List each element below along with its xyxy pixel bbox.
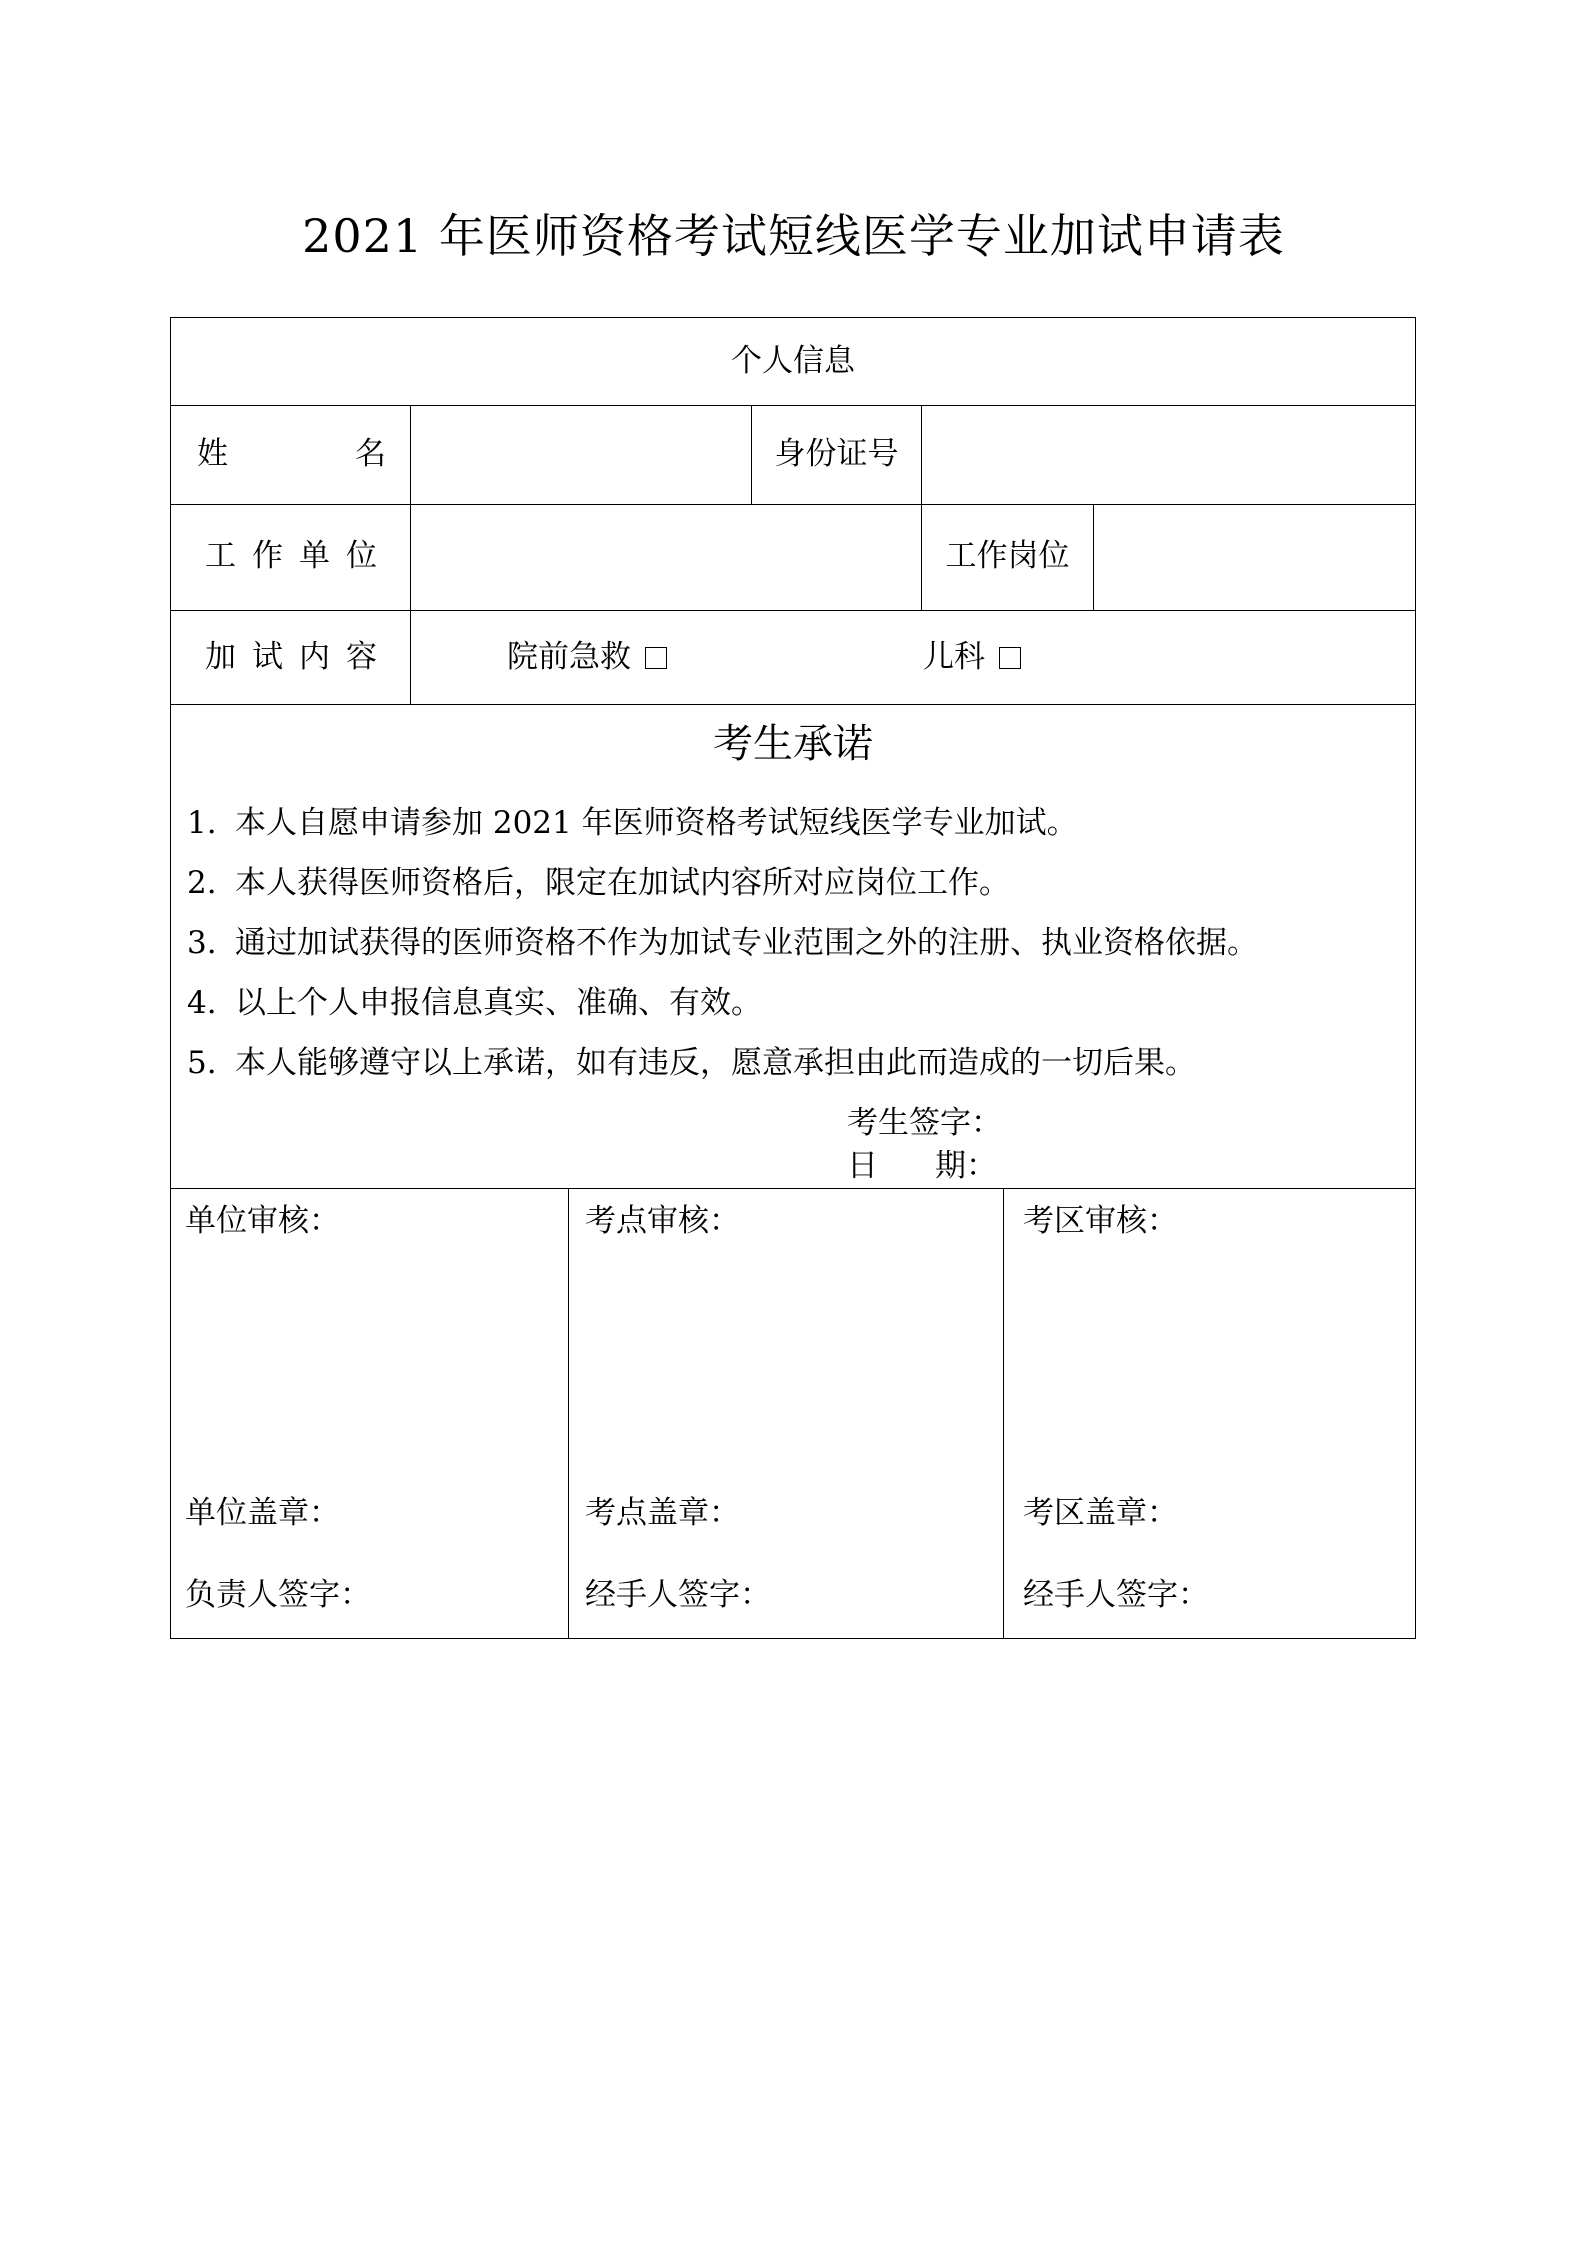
work-post-field[interactable] — [1094, 505, 1415, 610]
exam-site-review-label: 考点审核： — [585, 1203, 740, 1239]
col-divider — [1003, 1188, 1004, 1638]
exam-content-label: 加 试 内 容 — [205, 639, 377, 675]
work-post-label: 工作岗位 — [945, 538, 1070, 574]
promise-heading: 考生承诺 — [713, 721, 873, 767]
exam-site-signer-label: 经手人签字： — [585, 1577, 771, 1613]
exam-site-seal-label: 考点盖章： — [585, 1495, 740, 1531]
promise-item: 1. 本人自愿申请参加 2021 年医师资格考试短线医学专业加试。 — [187, 805, 1078, 841]
option-prehospital-emergency[interactable]: 院前急救 — [507, 642, 667, 673]
row-divider — [171, 1188, 1415, 1189]
unit-seal-label: 单位盖章： — [185, 1495, 340, 1531]
col-divider — [568, 1188, 569, 1638]
row-divider — [171, 610, 1415, 611]
exam-district-review-label: 考区审核： — [1023, 1203, 1178, 1239]
row-divider — [171, 704, 1415, 705]
page-title: 2021 年医师资格考试短线医学专业加试申请表 — [302, 209, 1285, 263]
option-pediatrics[interactable]: 儿科 — [923, 642, 1021, 673]
unit-signer-label: 负责人签字： — [185, 1577, 371, 1613]
work-unit-label: 工 作 单 位 — [205, 538, 377, 574]
promise-item: 3. 通过加试获得的医师资格不作为加试专业范围之外的注册、执业资格依据。 — [187, 925, 1258, 961]
id-number-field[interactable] — [922, 406, 1415, 504]
name-label: 姓 名 — [197, 436, 386, 472]
promise-item: 2. 本人获得医师资格后，限定在加试内容所对应岗位工作。 — [187, 865, 1010, 901]
id-number-label: 身份证号 — [774, 436, 899, 472]
candidate-signature-label: 考生签字： — [847, 1105, 1002, 1141]
promise-item: 4. 以上个人申报信息真实、准确、有效。 — [187, 985, 762, 1021]
checkbox-pediatrics[interactable] — [999, 647, 1021, 669]
exam-district-signer-label: 经手人签字： — [1023, 1577, 1209, 1613]
promise-item: 5. 本人能够遵守以上承诺，如有违反，愿意承担由此而造成的一切后果。 — [187, 1045, 1196, 1081]
personal-info-heading: 个人信息 — [731, 343, 855, 379]
name-field[interactable] — [411, 406, 751, 504]
date-label: 日 期： — [847, 1148, 997, 1184]
exam-district-seal-label: 考区盖章： — [1023, 1495, 1178, 1531]
work-unit-field[interactable] — [411, 505, 921, 610]
unit-review-label: 单位审核： — [185, 1203, 340, 1239]
checkbox-prehospital-emergency[interactable] — [645, 647, 667, 669]
application-form — [170, 317, 1416, 1639]
